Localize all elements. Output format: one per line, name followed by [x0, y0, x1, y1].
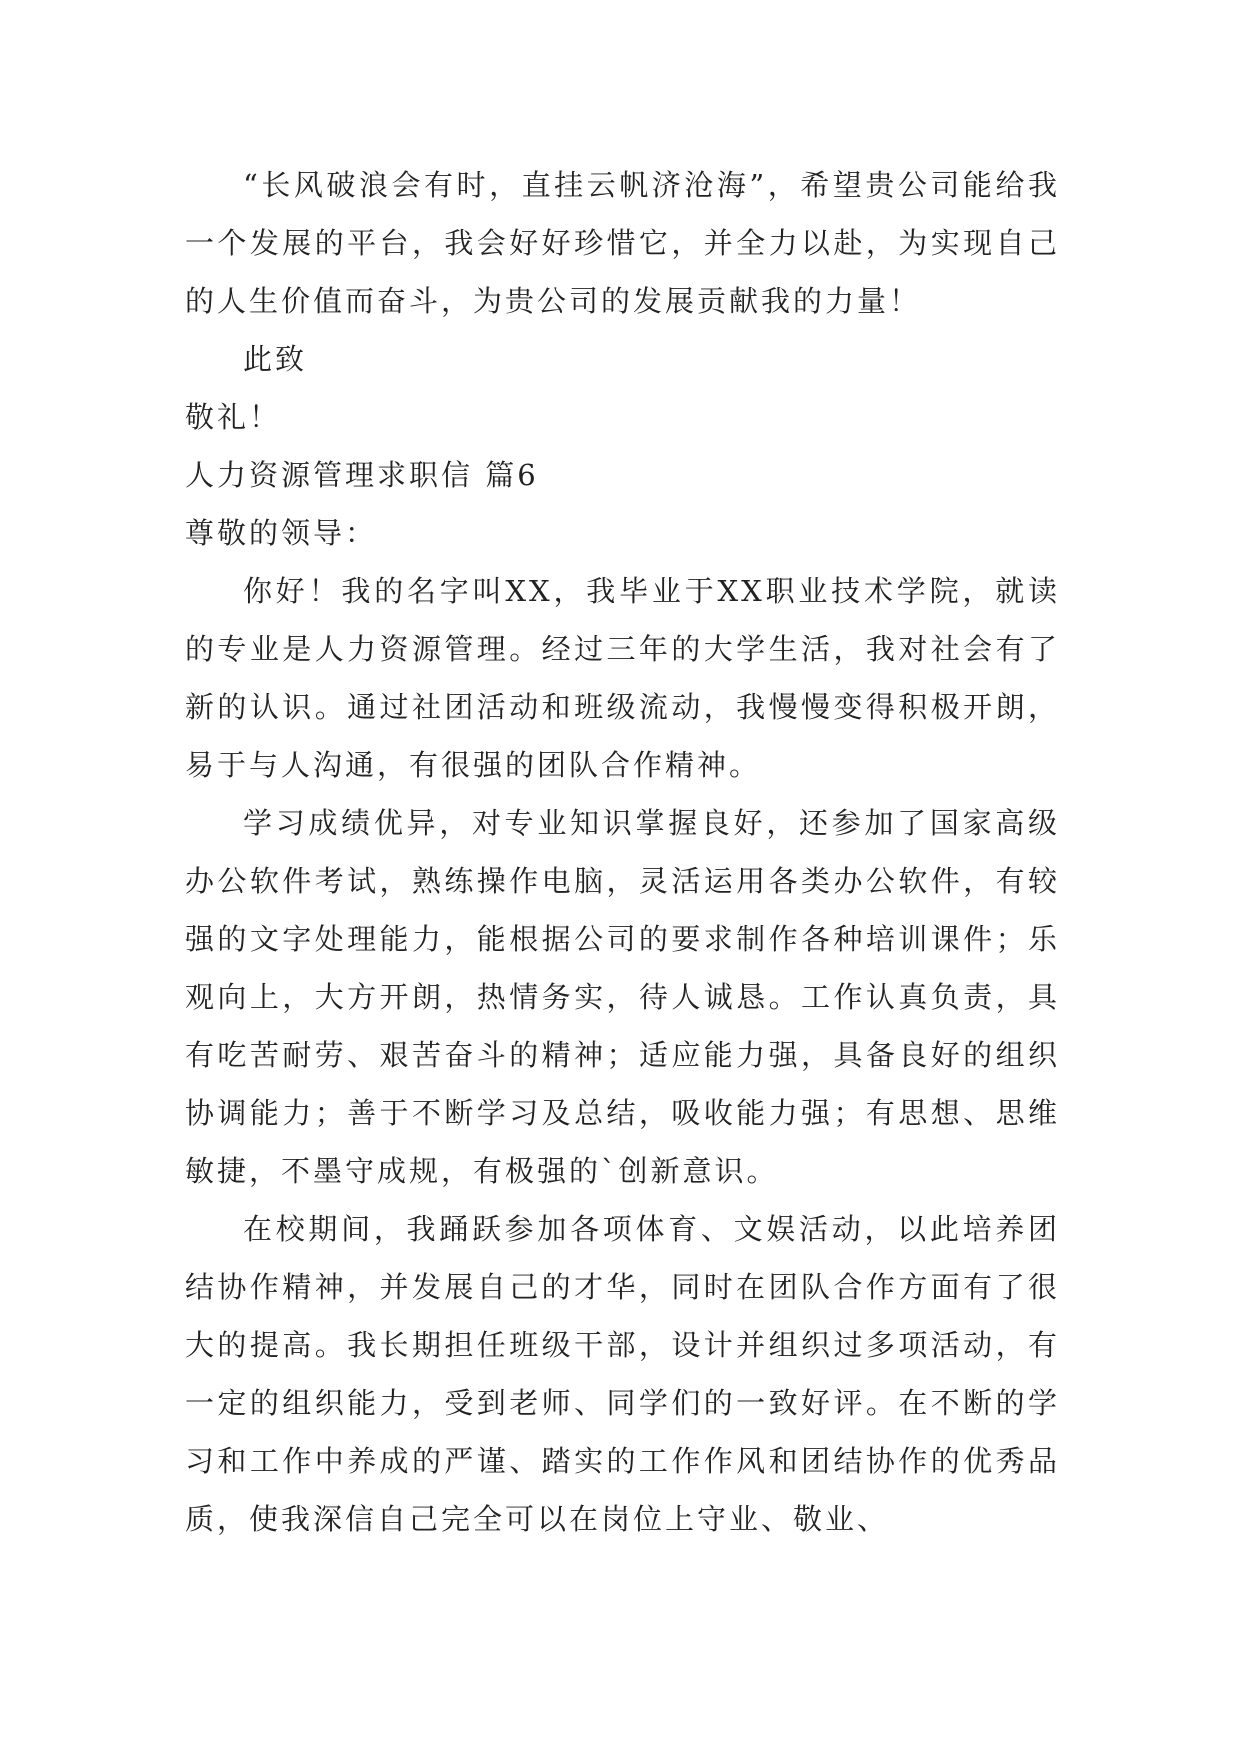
activities-paragraph: 在校期间，我踊跃参加各项体育、文娱活动，以此培养团结协作精神，并发展自己的才华，同时在团队合作方面有了很大的提高。我长期担任班级干部，设计并组织过多项活动，有一定的组织能力，受到老师、同学们的一致好评。在不断的学习和工作中养成的严谨、踏实的工作作风和团结协作的优秀品质，使我深信自己完全可以在岗位上守业、敬业、 [185, 1212, 1060, 1536]
closing-paragraph: “长风破浪会有时，直挂云帆济沧海”，希望贵公司能给我一个发展的平台，我会好好珍惜它，并全力以赴，为实现自己的人生价值而奋斗，为贵公司的发展贡献我的力量！ [185, 168, 1060, 318]
intro-paragraph: 你好！我的名字叫XX，我毕业于XX职业技术学院，就读的专业是人力资源管理。经过三年的大学生活，我对社会有了新的认识。通过社团活动和班级流动，我慢慢变得积极开朗，易于与人沟通，有很强的团队合作精神。 [185, 574, 1060, 782]
section-title: 人力资源管理求职信 篇6 [185, 458, 539, 492]
skills-paragraph: 学习成绩优异，对专业知识掌握良好，还参加了国家高级办公软件考试，熟练操作电脑，灵活运用各类办公软件，有较强的文字处理能力，能根据公司的要求制作各种培训课件；乐观向上，大方开朗，热情务实，待人诚恳。工作认真负责，具有吃苦耐劳、艰苦奋斗的精神；适应能力强，具备良好的组织协调能力；善于不断学习及总结，吸收能力强；有思想、思维敏捷，不墨守成规，有极强的`创新意识。 [185, 806, 1060, 1188]
salutation-ci-zhi: 此致 [243, 342, 308, 376]
salutation-jing-li: 敬礼！ [185, 400, 282, 434]
greeting: 尊敬的领导： [185, 516, 378, 550]
document-body [185, 156, 1060, 1548]
